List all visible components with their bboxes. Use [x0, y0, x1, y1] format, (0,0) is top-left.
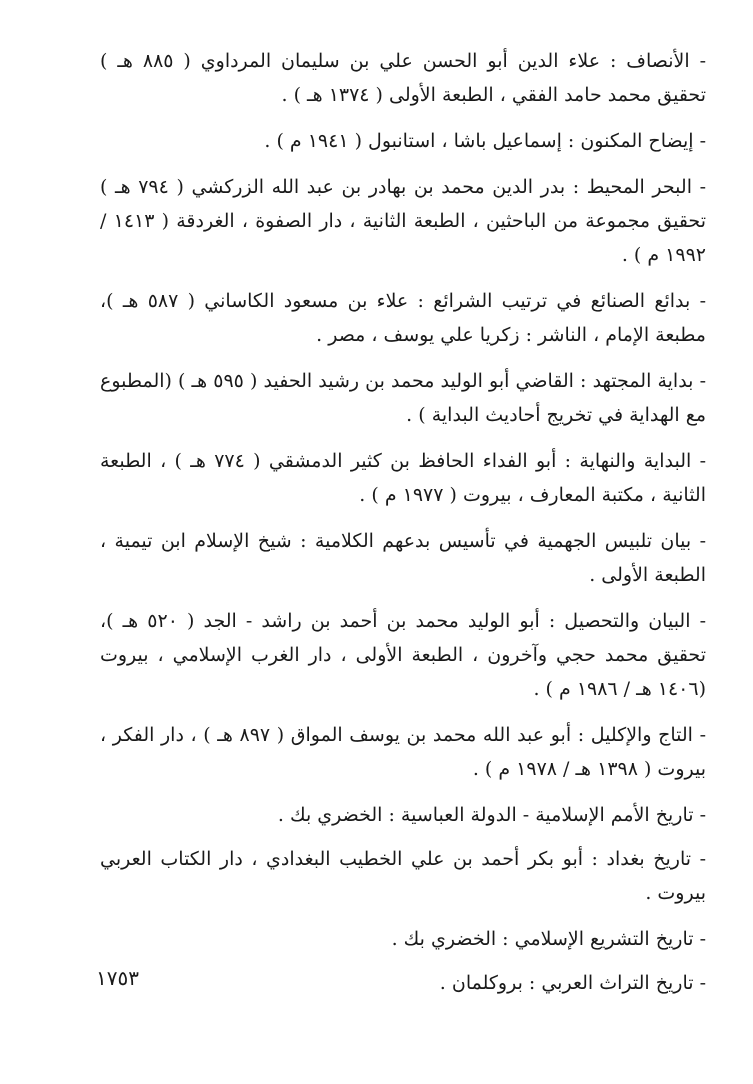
bibliography-entry: - البيان والتحصيل : أبو الوليد محمد بن أحمد بن راشد - الجد ( ٥٢٠ هـ )، تحقيق محمد حجي وآخرون ، الطبعة الأولى ، دار الغرب الإسلامي ، بيروت (١٤٠٦ هـ / ١٩٨٦ م ) . — [100, 610, 706, 700]
bibliography-entry: - تاريخ التشريع الإسلامي : الخضري بك . — [391, 928, 706, 950]
bibliography-entry: - التاج والإكليل : أبو عبد الله محمد بن يوسف المواق ( ٨٩٧ هـ ) ، دار الفكر ، بيروت ( ١٣٩٨ هـ / ١٩٧٨ م ) . — [100, 724, 706, 780]
bibliography-entry: - تاريخ الأمم الإسلامية - الدولة العباسية : الخضري بك . — [277, 804, 706, 826]
bibliography-entry: - تاريخ بغداد : أبو بكر أحمد بن علي الخطيب البغدادي ، دار الكتاب العربي بيروت . — [100, 848, 706, 904]
page-number: ١٧٥٣ — [96, 966, 139, 990]
bibliography-entry: - البحر المحيط : بدر الدين محمد بن بهادر بن عبد الله الزركشي ( ٧٩٤ هـ ) تحقيق مجموعة من الباحثين ، الطبعة الثانية ، دار الصفوة ، الغردقة ( ١٤١٣ / ١٩٩٢ م ) . — [100, 176, 706, 266]
bibliography-entry: - بدائع الصنائع في ترتيب الشرائع : علاء بن مسعود الكاساني ( ٥٨٧ هـ )، مطبعة الإمام ، الناشر : زكريا علي يوسف ، مصر . — [100, 290, 706, 346]
bibliography-entry: - إيضاح المكنون : إسماعيل باشا ، استانبول ( ١٩٤١ م ) . — [264, 130, 706, 152]
bibliography-entry: - بداية المجتهد : القاضي أبو الوليد محمد بن رشيد الحفيد ( ٥٩٥ هـ ) (المطبوع مع الهداية في تخريج أحاديث البداية ) . — [100, 370, 706, 426]
bibliography-entry: - تاريخ التراث العربي : بروكلمان . — [439, 972, 706, 994]
bibliography-entry: - بيان تلبيس الجهمية في تأسيس بدعهم الكلامية : شيخ الإسلام ابن تيمية ، الطبعة الأولى . — [100, 530, 706, 586]
bibliography-list — [100, 44, 706, 1012]
bibliography-entry: - البداية والنهاية : أبو الفداء الحافظ بن كثير الدمشقي ( ٧٧٤ هـ ) ، الطبعة الثانية ، مكتبة المعارف ، بيروت ( ١٩٧٧ م ) . — [100, 450, 707, 506]
bibliography-entry: - الأنصاف : علاء الدين أبو الحسن علي بن سليمان المرداوي ( ٨٨٥ هـ ) تحقيق محمد حامد الفقي ، الطبعة الأولى ( ١٣٧٤ هـ ) . — [100, 50, 707, 106]
